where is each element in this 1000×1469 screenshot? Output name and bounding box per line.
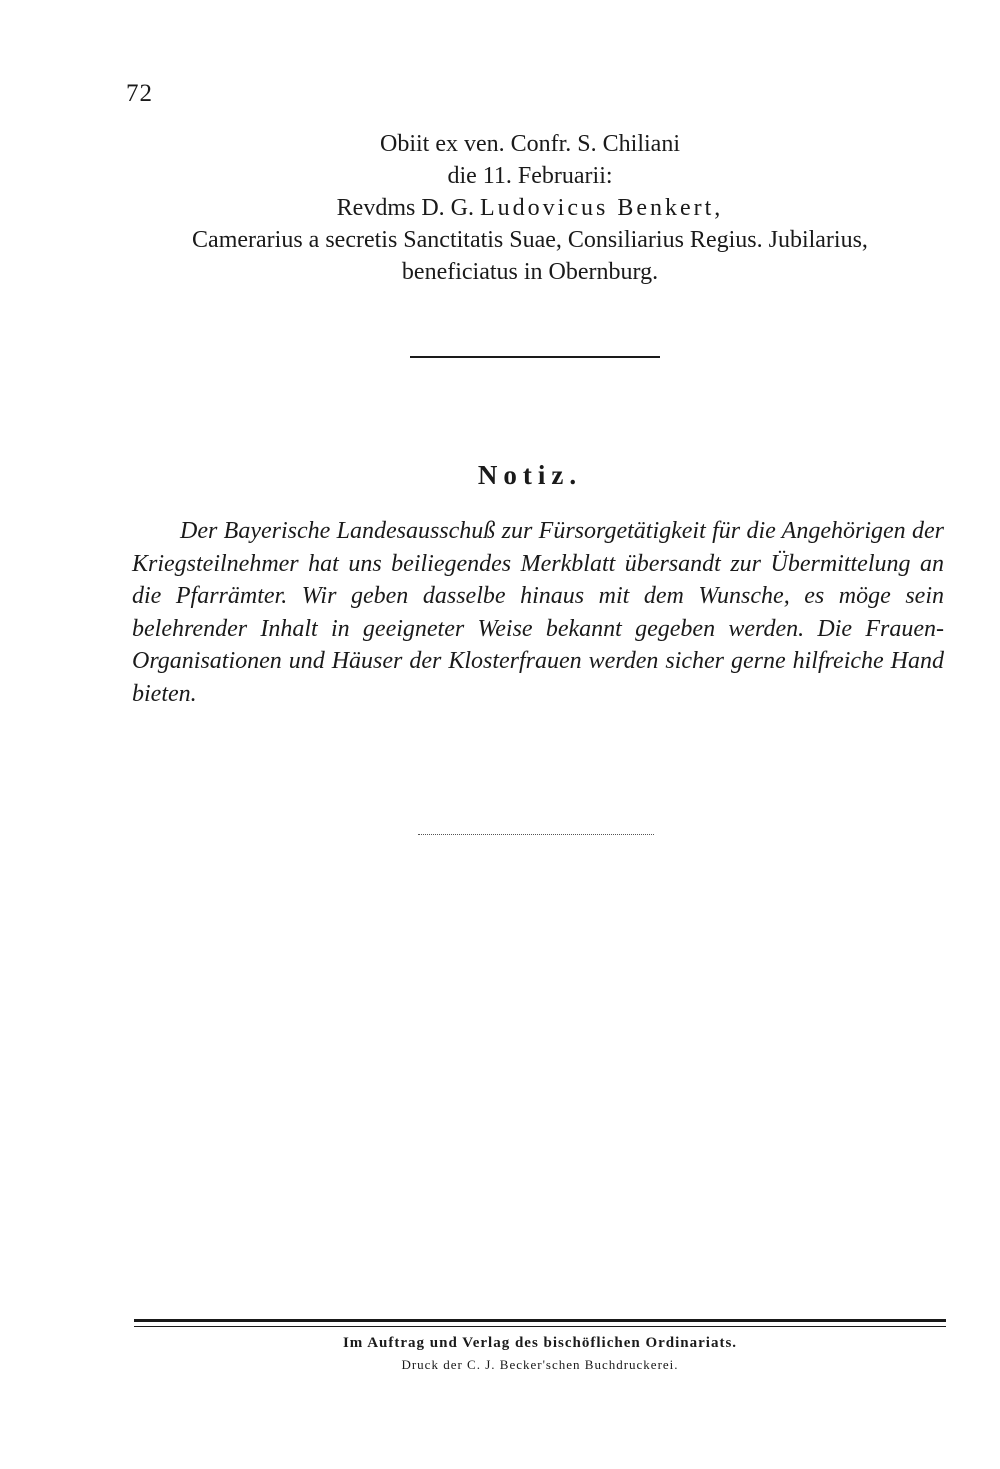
obituary-deceased-name: Ludovicus Benkert, [480, 195, 724, 221]
dotted-divider [418, 834, 654, 835]
obituary-line-5: beneficiatus in Obernburg. [401, 259, 659, 285]
obituary-notice [100, 128, 960, 288]
colophon [134, 1332, 946, 1376]
colophon-publisher: Im Auftrag und Verlag des bischöflichen Ordinariats. [342, 1335, 738, 1351]
obituary-line-2: die 11. Februarii: [447, 163, 613, 189]
obituary-line-3 [100, 192, 960, 224]
colophon-printer: Druck der C. J. Becker'schen Buchdruckerei. [401, 1357, 679, 1372]
obituary-line-4: Camerarius a secretis Sanctitatis Suae, Consiliarius Regius. Jubilarius, [192, 227, 868, 253]
footer-rule-thick [134, 1319, 946, 1322]
page-number: 72 [126, 80, 153, 107]
obituary-title-prefix: Revdms D. G. [336, 195, 481, 221]
footer-rule-thin [134, 1326, 946, 1327]
section-divider [410, 356, 660, 358]
notiz-paragraph: Der Bayerische Landesausschuß zur Fürsorgetätigkeit für die Angehörigen der Kriegsteilnehmer hat uns beiliegendes Merkblatt übersandt zur Übermittelung an die Pfarrämter. Wir geben dasselbe hinaus mit dem Wunsche, es möge sein belehrender Inhalt in geeigneter Weise bekannt gegeben werden. Die Frauen-Organisationen und Häuser der Klosterfrauen werden sicher gerne hilfreiche Hand bieten. [132, 518, 944, 707]
obituary-line-1: Obiit ex ven. Confr. S. Chiliani [380, 131, 680, 157]
notiz-heading: Notiz. [477, 460, 583, 490]
